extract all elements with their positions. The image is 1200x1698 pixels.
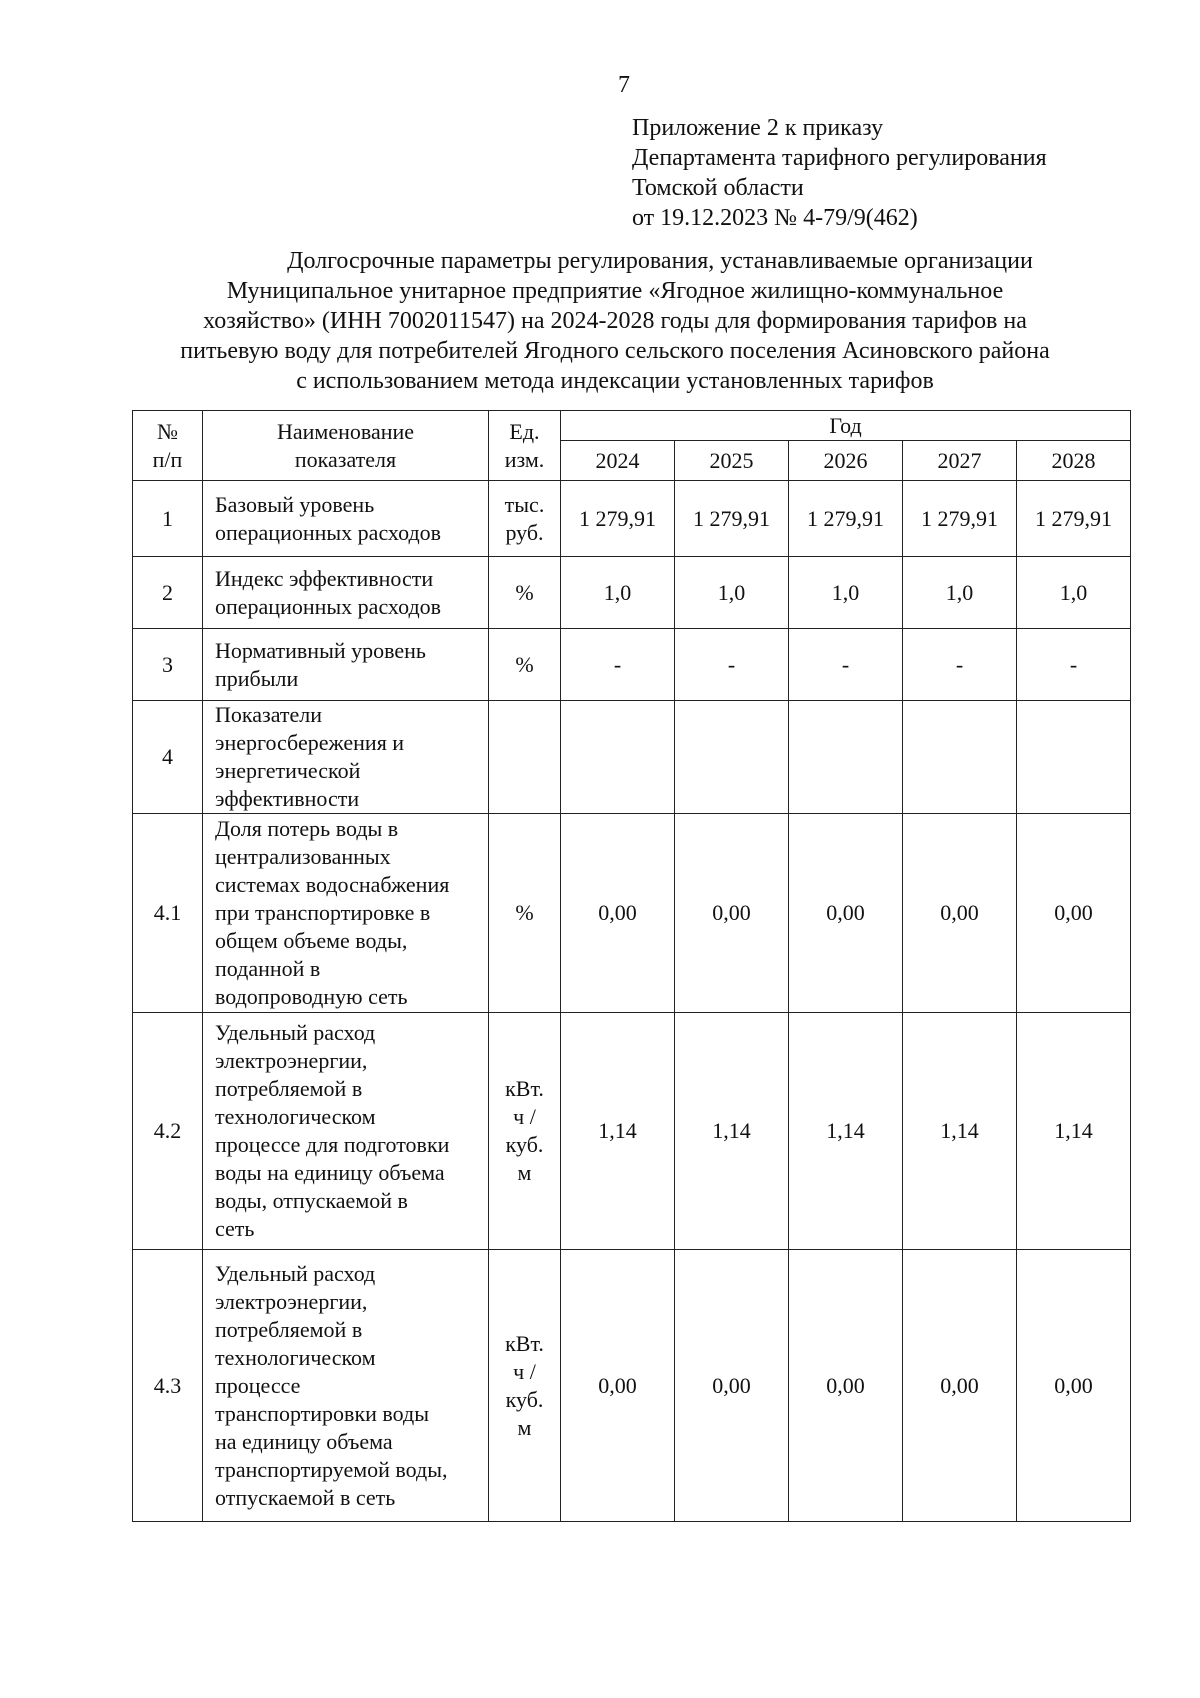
header-year: 2025 — [675, 441, 789, 481]
header-year: 2028 — [1017, 441, 1131, 481]
row-value: 1 279,91 — [675, 481, 789, 557]
row-value: 1,0 — [789, 557, 903, 629]
row-name — [203, 701, 489, 814]
row-unit-line: куб. — [505, 1132, 544, 1157]
header-unit-line: Ед. — [509, 418, 540, 444]
row-name-line: технологическом — [215, 1104, 376, 1129]
appendix-line: от 19.12.2023 № 4-79/9(462) — [632, 205, 918, 231]
row-unit-line: кВт. — [505, 1330, 544, 1356]
row-value: 1,14 — [561, 1013, 675, 1250]
row-name-line: Удельный расход — [215, 1020, 376, 1045]
row-name-line: централизованных — [215, 844, 391, 869]
row-unit-line: кВт. — [505, 1076, 544, 1101]
header-name — [203, 411, 489, 481]
row-value: 0,00 — [1017, 1250, 1131, 1522]
row-name-line: потребляемой в — [215, 1316, 363, 1342]
row-name-line: Удельный расход — [215, 1260, 376, 1286]
row-unit — [489, 629, 561, 701]
header-name-line: показателя — [294, 446, 397, 472]
row-value: 1,14 — [675, 1013, 789, 1250]
title-line: Муниципальное унитарное предприятие «Ягодное жилищно-коммунальное — [226, 278, 1004, 304]
row-value: 0,00 — [789, 814, 903, 1013]
title-line: хозяйство» (ИНН 7002011547) на 2024-2028 годы для формирования тарифов на — [203, 308, 1027, 334]
title-line: Долгосрочные параметры регулирования, устанавливаемые организации — [287, 248, 1033, 274]
row-unit — [489, 701, 561, 814]
row-value: 0,00 — [903, 814, 1017, 1013]
row-value: - — [675, 629, 789, 701]
document-title — [120, 246, 1110, 396]
row-value: 1 279,91 — [789, 481, 903, 557]
row-name-line: на единицу объема — [215, 1428, 393, 1454]
row-num: 4.2 — [133, 1013, 203, 1250]
header-num-line: № — [157, 418, 178, 444]
row-unit-line: ч / — [513, 1104, 536, 1129]
row-num: 4 — [133, 701, 203, 814]
row-value: 0,00 — [789, 1250, 903, 1522]
table-row — [133, 814, 1131, 1013]
row-name-line: энергетической — [215, 758, 361, 783]
row-num: 4.1 — [133, 814, 203, 1013]
page-number: 7 — [618, 72, 630, 98]
row-name-line: операционных расходов — [215, 593, 442, 619]
table-body — [133, 481, 1131, 1522]
row-num: 2 — [133, 557, 203, 629]
row-name — [203, 629, 489, 701]
row-num: 1 — [133, 481, 203, 557]
header-year: 2026 — [789, 441, 903, 481]
row-unit-line: ч / — [513, 1358, 536, 1384]
row-value: 1,0 — [1017, 557, 1131, 629]
row-unit-line: руб. — [505, 519, 544, 545]
row-value — [903, 701, 1017, 814]
row-value: 1 279,91 — [561, 481, 675, 557]
row-name-line: транспортируемой воды, — [215, 1456, 448, 1482]
row-value: 0,00 — [675, 1250, 789, 1522]
row-name-line: транспортировки воды — [215, 1400, 429, 1426]
row-name-line: операционных расходов — [215, 519, 442, 545]
row-unit-line: м — [517, 1414, 532, 1440]
row-value: 1 279,91 — [903, 481, 1017, 557]
header-num — [133, 411, 203, 481]
row-name-line: потребляемой в — [215, 1076, 363, 1101]
row-value: 1,14 — [789, 1013, 903, 1250]
row-name-line: водопроводную сеть — [215, 984, 408, 1009]
header-name-line: Наименование — [276, 418, 415, 444]
header-year: 2024 — [561, 441, 675, 481]
row-value: 1,0 — [675, 557, 789, 629]
row-unit-line: м — [517, 1160, 532, 1185]
row-name — [203, 1013, 489, 1250]
row-name-line: при транспортировке в — [215, 900, 431, 925]
header-year: 2027 — [903, 441, 1017, 481]
row-name-line: прибыли — [215, 665, 299, 691]
appendix-line: Приложение 2 к приказу — [632, 115, 884, 141]
row-value: 1,0 — [903, 557, 1017, 629]
row-name-line: Доля потерь воды в — [215, 816, 399, 841]
row-name-line: Базовый уровень — [215, 491, 375, 517]
row-num: 3 — [133, 629, 203, 701]
row-name-line: воды, отпускаемой в — [215, 1188, 408, 1213]
row-name-line: Показатели — [215, 702, 323, 727]
row-name-line: поданной в — [215, 956, 321, 981]
row-value: - — [561, 629, 675, 701]
row-name-line: процессе для подготовки — [215, 1132, 450, 1157]
appendix-line: Томской области — [632, 175, 804, 201]
table-header — [133, 411, 1131, 481]
row-unit — [489, 1250, 561, 1522]
header-year-group: Год — [561, 411, 1131, 441]
row-name-line: эффективности — [215, 786, 360, 811]
row-name — [203, 1250, 489, 1522]
row-unit-line: % — [515, 900, 534, 925]
row-value — [1017, 701, 1131, 814]
title-line: с использованием метода индексации установленных тарифов — [296, 368, 934, 394]
row-name-line: электроэнергии, — [215, 1048, 368, 1073]
appendix-note — [632, 113, 1047, 233]
row-value: 1,14 — [1017, 1013, 1131, 1250]
row-value: 0,00 — [561, 814, 675, 1013]
row-unit-line: куб. — [505, 1386, 544, 1412]
row-unit-line: % — [515, 651, 534, 677]
row-num: 4.3 — [133, 1250, 203, 1522]
row-unit-line: тыс. — [504, 491, 545, 517]
row-name-line: технологическом — [215, 1344, 376, 1370]
table-row — [133, 1250, 1131, 1522]
appendix-line: Департамента тарифного регулирования — [632, 145, 1047, 171]
row-unit — [489, 557, 561, 629]
table-row — [133, 629, 1131, 701]
header-unit — [489, 411, 561, 481]
row-unit — [489, 481, 561, 557]
table-row — [133, 701, 1131, 814]
row-name-line: системах водоснабжения — [215, 872, 450, 897]
row-value: 0,00 — [903, 1250, 1017, 1522]
row-name — [203, 481, 489, 557]
row-value: - — [903, 629, 1017, 701]
row-name-line: воды на единицу объема — [215, 1160, 445, 1185]
header-unit-line: изм. — [504, 446, 545, 472]
table-row — [133, 557, 1131, 629]
header-num-line: п/п — [152, 446, 183, 472]
table-row — [133, 481, 1131, 557]
row-name — [203, 814, 489, 1013]
row-value: 0,00 — [1017, 814, 1131, 1013]
row-name-line: Нормативный уровень — [215, 637, 426, 663]
table-row — [133, 1013, 1131, 1250]
row-value: 1,0 — [561, 557, 675, 629]
row-value — [675, 701, 789, 814]
row-unit — [489, 1013, 561, 1250]
row-unit — [489, 814, 561, 1013]
row-name — [203, 557, 489, 629]
row-value — [789, 701, 903, 814]
row-name-line: общем объеме воды, — [215, 928, 408, 953]
parameters-table — [132, 410, 1131, 1522]
row-name-line: энергосбережения и — [215, 730, 405, 755]
row-name-line: сеть — [215, 1216, 255, 1241]
row-name-line: отпускаемой в сеть — [215, 1484, 396, 1510]
title-line: питьевую воду для потребителей Ягодного сельского поселения Асиновского района — [180, 338, 1050, 364]
row-value: 1,14 — [903, 1013, 1017, 1250]
row-value: 1 279,91 — [1017, 481, 1131, 557]
row-unit-line: % — [515, 579, 534, 605]
row-name-line: электроэнергии, — [215, 1288, 368, 1314]
row-value: - — [1017, 629, 1131, 701]
row-name-line: процессе — [215, 1372, 301, 1398]
row-value: 0,00 — [675, 814, 789, 1013]
row-value: - — [789, 629, 903, 701]
row-value — [561, 701, 675, 814]
row-value: 0,00 — [561, 1250, 675, 1522]
row-name-line: Индекс эффективности — [215, 565, 434, 591]
